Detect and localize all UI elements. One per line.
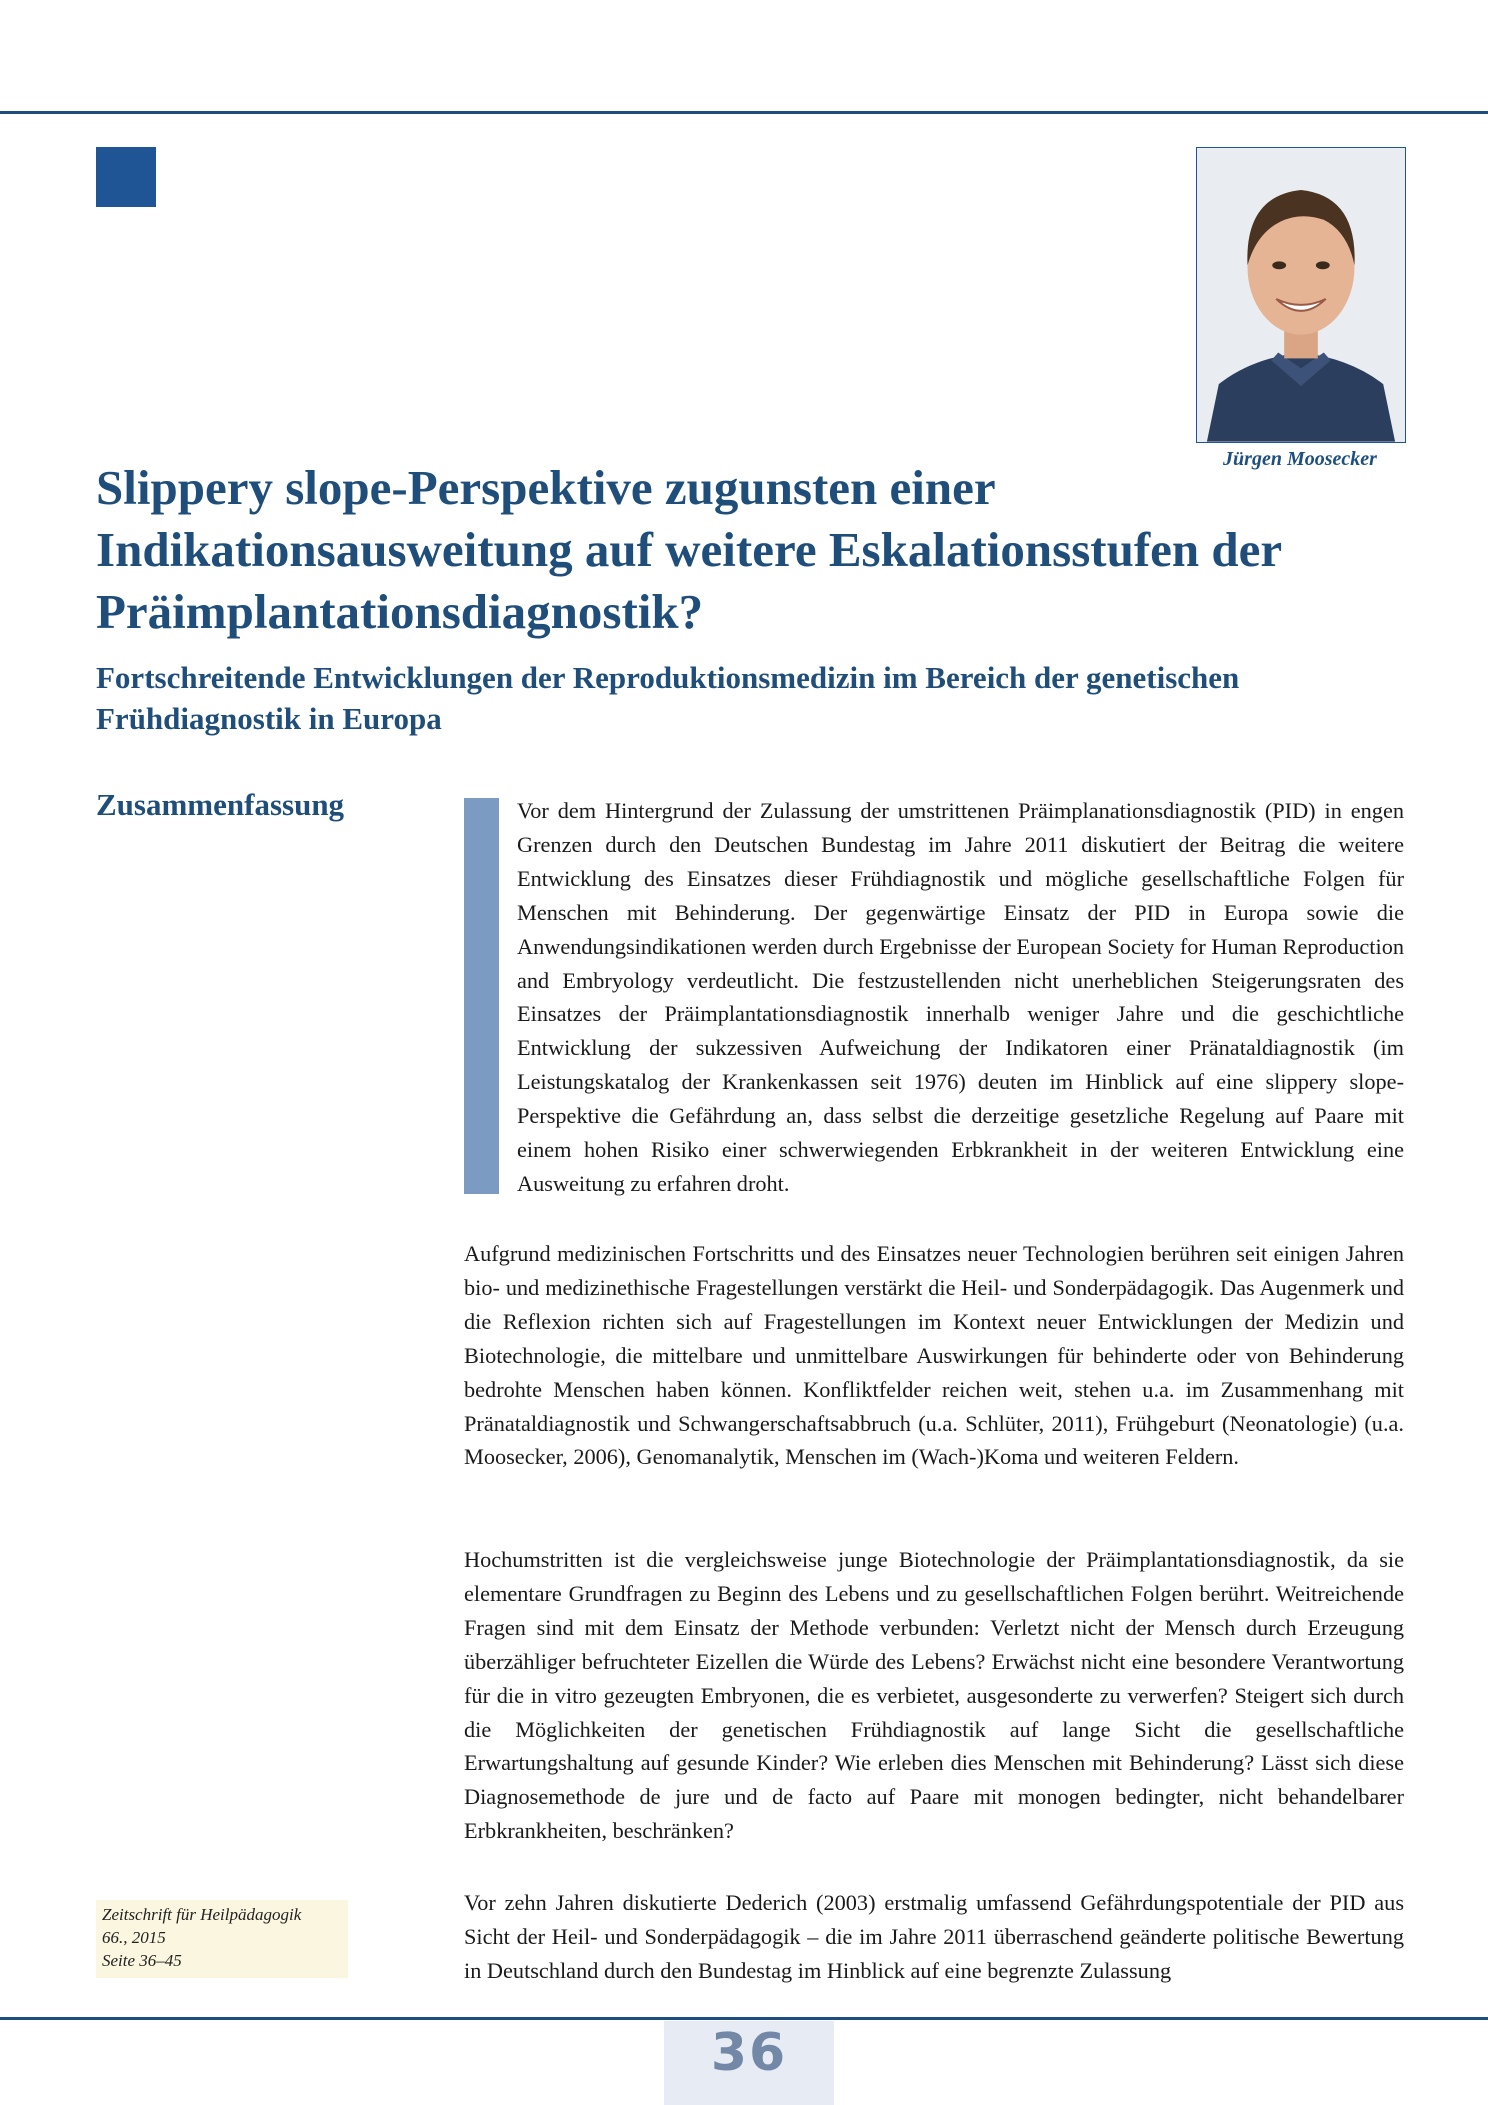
photo-caption: Jürgen Moosecker xyxy=(1223,448,1377,470)
summary-heading: Zusammenfassung xyxy=(96,787,345,822)
abstract-accent-bar xyxy=(464,798,499,1194)
page-number-tab xyxy=(664,2021,834,2105)
article-subtitle: Fortschreitende Entwicklungen der Reproduktionsmedizin im Bereich der genetischen Frühdiagnostik in Europa xyxy=(96,660,1240,736)
journal-citation-box xyxy=(96,1900,348,1978)
journal-pages: Seite 36–45 xyxy=(102,1951,182,1970)
journal-volume: 66., 2015 xyxy=(102,1928,166,1947)
body-paragraph: Vor zehn Jahren diskutierte Dederich (2003) erstmalig umfassend Gefährdungspotentiale der PID aus Sicht der Heil- und Sonderpädagogik – die im Jahre 2011 überraschend geänderte politische Bewertung in Deutschland durch den Bundestag im Hinblick auf eine begrenzte Zulassung xyxy=(464,1890,1404,1983)
body-paragraph: Hochumstritten ist die vergleichsweise junge Biotechnologie der Präimplantationsdiagnostik, da sie elementare Grundfragen zu Beginn des Lebens und zu gesellschaftlichen Folgen berührt. Weitreichende Fragen sind mit dem Einsatz der Methode verbunden: Verletzt nicht der Mensch durch Erzeugung überzähliger befruchteter Eizellen die Würde des Lebens? Erwächst nicht eine besondere Verantwortung für die in vitro gezeugten Embryonen, die es verbietet, ausgesonderte zu verwerfen? Steigert sich durch die Möglichkeiten der genetischen Frühdiagnostik auf lange Sicht die gesellschaftliche Erwartungshaltung auf gesunde Kinder? Wie erleben dies Menschen mit Behinderung? Lässt sich diese Diagnosemethode de jure und de facto auf Paare mit monogen bedingter, nicht behandelbarer Erbkrankheiten, beschränken? xyxy=(464,1547,1404,1844)
body-paragraph: Aufgrund medizinischen Fortschritts und des Einsatzes neuer Technologien berühren seit einigen Jahren bio- und medizinethische Fragestellungen verstärkt die Heil- und Sonderpädagogik. Das Augenmerk und die Reflexion richten sich auf Fragestellungen im Kontext neuer Entwicklungen der Medizin und Biotechnologie, die mittelbare und unmittelbare Auswirkungen für behinderte oder von Behinderung bedrohte Menschen haben können. Konfliktfelder reichen weit, stehen u.a. im Zusammenhang mit Pränataldiagnostik und Schwangerschaftsabbruch (u.a. Schlüter, 2011), Frühgeburt (Neonatologie) (u.a. Moosecker, 2006), Genomanalytik, Menschen im (Wach-)Koma und weiteren Feldern. xyxy=(464,1241,1404,1470)
bottom-rule xyxy=(0,2017,1488,2020)
author-photo xyxy=(1196,147,1406,443)
portrait-photo-icon xyxy=(1197,148,1405,442)
section-marker-square xyxy=(96,147,156,207)
abstract-text: Vor dem Hintergrund der Zulassung der umstrittenen Präimplanationsdiagnostik (PID) in engen Grenzen durch den Deutschen Bundestag im Jahre 2011 diskutiert der Beitrag die weitere Entwicklung des Einsatzes dieser Frühdiagnostik und mögliche gesellschaftliche Folgen für Menschen mit Behinderung. Der gegenwärtige Einsatz der PID in Europa sowie die Anwendungsindikationen werden durch Ergebnisse der European Society for Human Reproduction and Embryology verdeutlicht. Die festzustellenden nicht unerheblichen Steigerungsraten des Einsatzes der Präimplantationsdiagnostik innerhalb weniger Jahre und die geschichtliche Entwicklung der sukzessiven Aufweichung der Indikatoren einer Pränataldiagnostik (im Leistungskatalog der Krankenkassen seit 1976) deuten im Hinblick auf eine slippery slope-Perspektive die Gefährdung an, dass selbst die derzeitige gesetzliche Regelung auf Paare mit einem hohen Risiko einer schwerwiegenden Erbkrankheit in der weiteren Entwicklung eine Ausweitung zu erfahren droht. xyxy=(517,798,1404,1196)
top-rule xyxy=(0,111,1488,114)
journal-name: Zeitschrift für Heilpädagogik xyxy=(102,1905,302,1924)
page-number: 36 xyxy=(710,2023,788,2083)
article-title: Slippery slope-Perspektive zugunsten einer Indikationsausweitung auf weitere Eskalationsstufen der Präimplantationsdiagnostik? xyxy=(96,460,1282,639)
